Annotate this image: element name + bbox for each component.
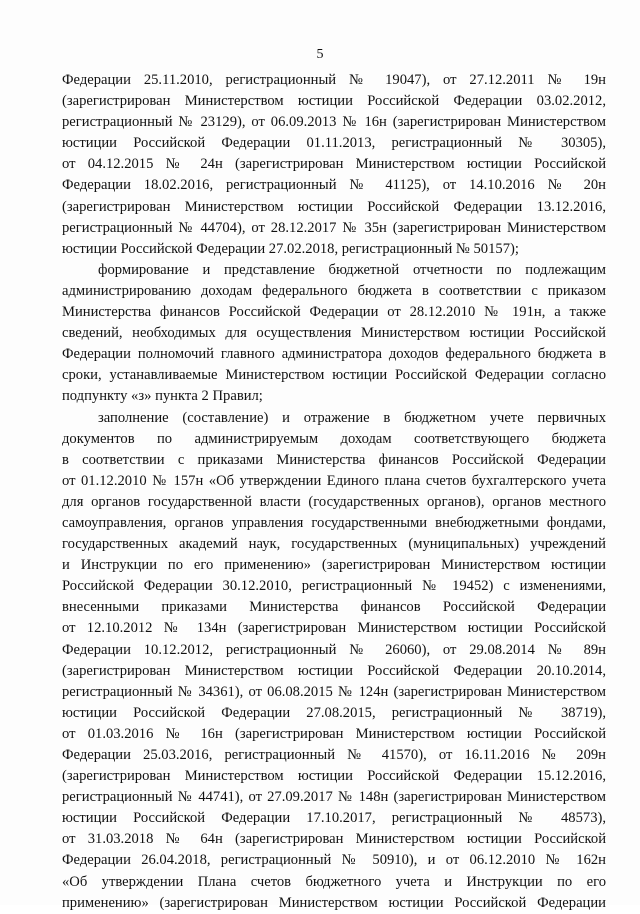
paragraph-line: сведений, необходимых для осуществления Министерством юстиции Российской [62,325,606,342]
paragraph-line: внесенными приказами Министерства финансов Российской Федерации [62,599,606,616]
paragraph-line: Российской Федерации 30.12.2010, регистрационный № 19452) с изменениями, [62,578,606,595]
paragraph-line: формирование и представление бюджетной отчетности по подлежащим [98,261,606,278]
paragraph-line: заполнение (составление) и отражение в бюджетном учете первичных [98,409,606,426]
paragraph-line: (зарегистрирован Министерством юстиции Российской Федерации 20.10.2014, [62,662,606,679]
paragraph-line: юстиции Российской Федерации 01.11.2013, регистрационный № 30305), [62,135,606,152]
document-body [62,70,606,914]
paragraph-line: регистрационный № 23129), от 06.09.2013 № 16н (зарегистрирован Министерством [62,114,606,131]
paragraph-line: Федерации 10.12.2012, регистрационный № 26060), от 29.08.2014 № 89н [62,641,606,658]
paragraph-line: Федерации 25.03.2016, регистрационный № 41570), от 16.11.2016 № 209н [62,747,606,763]
paragraph-line: от 31.03.2018 № 64н (зарегистрирован Министерством юстиции Российской [62,831,606,848]
paragraph [62,260,606,408]
paragraph-line: самоуправления, органов управления государственными внебюджетными фондами, [62,514,606,531]
paragraph-line: государственных академий наук, государственных (муниципальных) учреждений [62,536,606,553]
paragraph-line: юстиции Российской Федерации 17.10.2017, регистрационный № 48573), [62,810,606,827]
paragraph [62,70,606,260]
paragraph-line: и Инструкции по его применению» (зарегистрирован Министерством юстиции [62,557,606,574]
paragraph [62,408,606,914]
paragraph-line: (зарегистрирован Министерством юстиции Российской Федерации 13.12.2016, [62,198,606,215]
paragraph-line: «Об утверждении Плана счетов бюджетного учета и Инструкции по его [62,873,606,890]
paragraph-line: от 12.10.2012 № 134н (зарегистрирован Министерством юстиции Российской [62,620,606,637]
paragraph-line: документов по администрируемым доходам соответствующего бюджета [62,430,606,447]
page-number: 5 [316,47,324,62]
paragraph-line: регистрационный № 34361), от 06.08.2015 № 124н (зарегистрирован Министерством [62,683,606,700]
paragraph-line: администрированию доходам федерального бюджета в соответствии с приказом [62,282,606,299]
paragraph-line: (зарегистрирован Министерством юстиции Российской Федерации 15.12.2016, [62,768,606,785]
paragraph-line: регистрационный № 44704), от 28.12.2017 № 35н (зарегистрирован Министерством [62,219,606,236]
paragraph-line: Федерации полномочий главного администратора доходов федерального бюджета в [62,346,606,363]
paragraph-line: регистрационный № 44741), от 27.09.2017 № 148н (зарегистрирован Министерством [62,789,606,806]
paragraph-line: применению» (зарегистрирован Министерством юстиции Российской Федерации [62,894,606,911]
paragraph-line: Министерства финансов Российской Федерации от 28.12.2010 № 191н, а также [62,304,606,321]
paragraph-line: юстиции Российской Федерации 27.02.2018, регистрационный № 50157); [62,240,519,257]
paragraph-line: подпункту «з» пункта 2 Правил; [62,388,263,405]
paragraph-line: (зарегистрирован Министерством юстиции Российской Федерации 03.02.2012, [62,93,606,110]
paragraph-line: для органов государственной власти (государственных органов), органов местного [62,493,606,510]
paragraph-line: Федерации 26.04.2018, регистрационный № 50910), и от 06.12.2010 № 162н [62,852,606,869]
paragraph-line: Федерации 18.02.2016, регистрационный № 41125), от 14.10.2016 № 20н [62,177,606,194]
paragraph-line: от 01.12.2010 № 157н «Об утверждении Единого плана счетов бухгалтерского учета [62,472,606,489]
paragraph-line: Федерации 25.11.2010, регистрационный № 19047), от 27.12.2011 № 19н [62,72,606,88]
paragraph-line: юстиции Российской Федерации 27.08.2015, регистрационный № 38719), [62,704,606,721]
paragraph-line: сроки, устанавливаемые Министерством юстиции Российской Федерации согласно [62,367,606,384]
paragraph-line: в соответствии с приказами Министерства финансов Российской Федерации [62,451,606,468]
paragraph-line: от 01.03.2016 № 16н (зарегистрирован Министерством юстиции Российской [62,725,606,742]
paragraph-line: от 04.12.2015 № 24н (зарегистрирован Министерством юстиции Российской [62,156,606,173]
